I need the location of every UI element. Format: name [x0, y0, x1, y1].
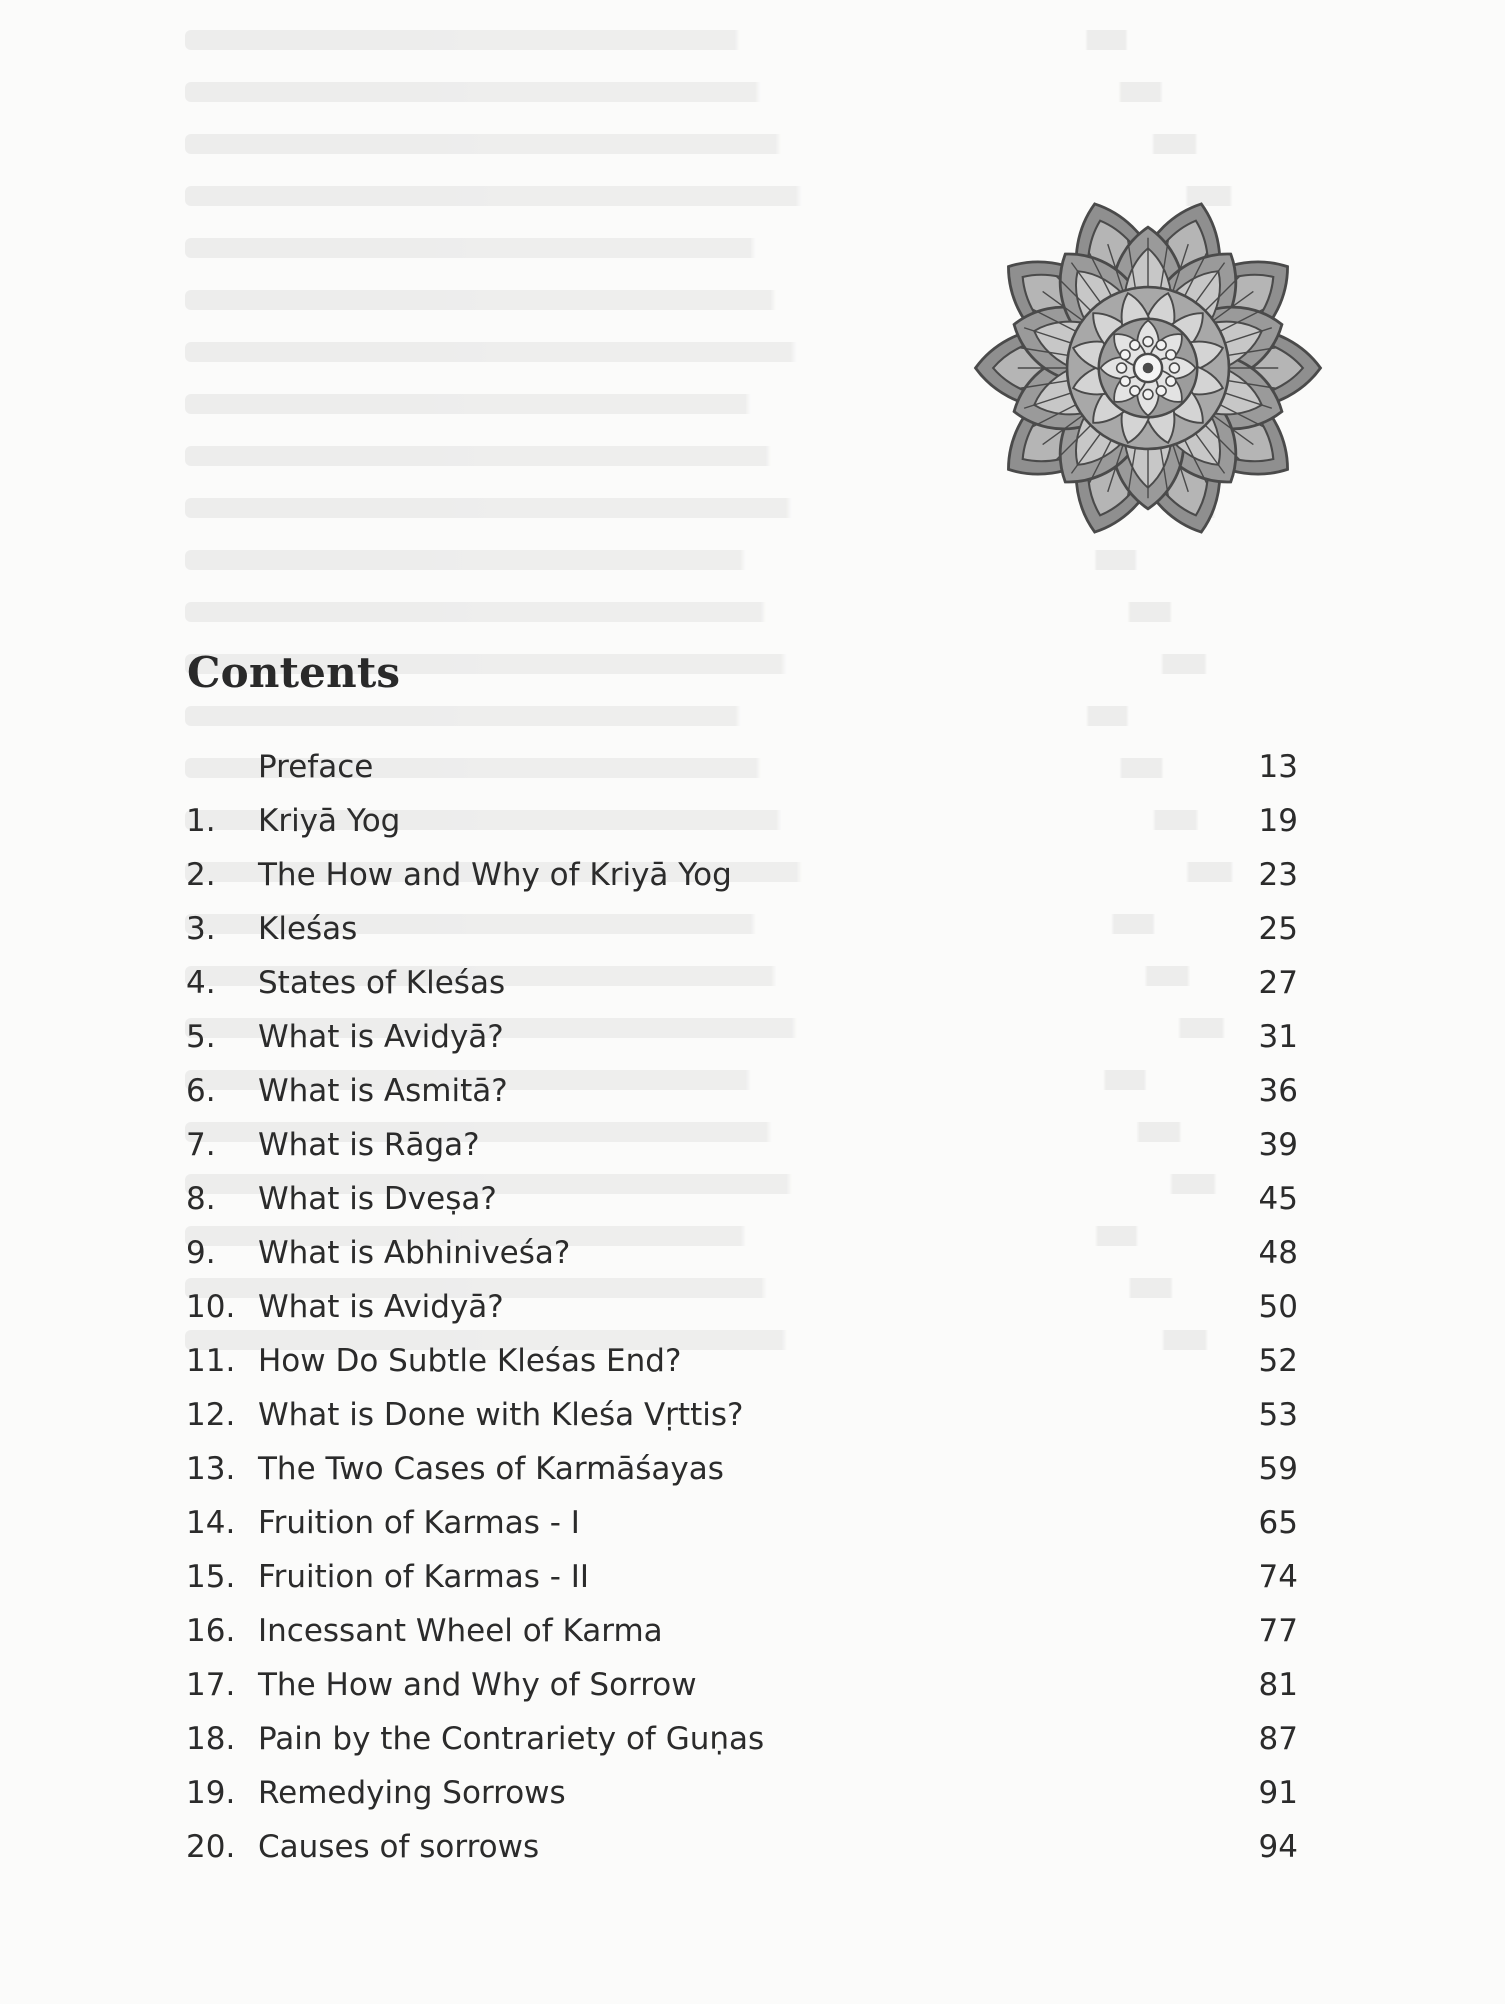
- toc-entry-page-number: 23: [1258, 857, 1298, 893]
- toc-entry-number: 18.: [186, 1721, 236, 1757]
- toc-entry-title: What is Done with Kleśa Vṛttis?: [258, 1397, 744, 1433]
- toc-entry-page-number: 50: [1258, 1289, 1298, 1325]
- toc-entry-number: 6.: [186, 1073, 216, 1109]
- toc-entry-page-number: 45: [1258, 1181, 1298, 1217]
- toc-entry-page-number: 25: [1258, 911, 1298, 947]
- toc-entry-number: 16.: [186, 1613, 236, 1649]
- toc-entry[interactable]: [186, 902, 1298, 956]
- show-through-line: [185, 30, 1185, 50]
- toc-entry-number: 5.: [186, 1019, 216, 1055]
- toc-entry-number: 12.: [186, 1397, 236, 1433]
- toc-entry-number: 9.: [186, 1235, 216, 1271]
- toc-entry[interactable]: [186, 1604, 1298, 1658]
- contents-heading: Contents: [187, 648, 401, 697]
- toc-entry[interactable]: [186, 1496, 1298, 1550]
- toc-entry-title: Pain by the Contrariety of Guṇas: [258, 1721, 765, 1757]
- toc-entry-number: 14.: [186, 1505, 236, 1541]
- toc-entry-title: Incessant Wheel of Karma: [258, 1613, 663, 1649]
- toc-entry[interactable]: [186, 956, 1298, 1010]
- table-of-contents: [186, 740, 1298, 1874]
- toc-entry-title: The How and Why of Kriyā Yog: [258, 857, 732, 893]
- show-through-line: [185, 706, 1186, 726]
- toc-entry[interactable]: [186, 794, 1298, 848]
- show-through-line: [185, 134, 1259, 154]
- toc-entry[interactable]: [186, 848, 1298, 902]
- toc-entry-page-number: 77: [1258, 1613, 1298, 1649]
- toc-entry-page-number: 13: [1258, 749, 1298, 785]
- toc-entry-title: Remedying Sorrows: [258, 1775, 566, 1811]
- toc-entry-number: 15.: [186, 1559, 236, 1595]
- toc-entry-title: What is Abhiniveśa?: [258, 1235, 571, 1271]
- show-through-line: [185, 550, 1195, 570]
- toc-entry-number: 10.: [186, 1289, 236, 1325]
- toc-entry-title: What is Rāga?: [258, 1127, 480, 1163]
- toc-entry-number: 20.: [186, 1829, 236, 1865]
- toc-entry[interactable]: [186, 1334, 1298, 1388]
- toc-entry-page-number: 19: [1258, 803, 1298, 839]
- toc-entry-title: Kriyā Yog: [258, 803, 401, 839]
- show-through-line: [185, 82, 1222, 102]
- toc-entry-page-number: 39: [1258, 1127, 1298, 1163]
- toc-entry-number: 13.: [186, 1451, 236, 1487]
- toc-entry-title: Preface: [258, 749, 374, 785]
- toc-entry[interactable]: [186, 1550, 1298, 1604]
- toc-entry[interactable]: [186, 1766, 1298, 1820]
- toc-entry-page-number: 36: [1258, 1073, 1298, 1109]
- toc-entry-page-number: 74: [1258, 1559, 1298, 1595]
- toc-entry-number: 8.: [186, 1181, 216, 1217]
- toc-entry-page-number: 31: [1258, 1019, 1298, 1055]
- toc-entry-title: What is Avidyā?: [258, 1289, 504, 1325]
- toc-entry-page-number: 65: [1258, 1505, 1298, 1541]
- toc-entry[interactable]: [186, 1172, 1298, 1226]
- toc-entry-number: 1.: [186, 803, 216, 839]
- toc-entry-number: 17.: [186, 1667, 236, 1703]
- toc-entry[interactable]: [186, 1226, 1298, 1280]
- toc-entry-title: States of Kleśas: [258, 965, 506, 1001]
- toc-entry[interactable]: [186, 1010, 1298, 1064]
- toc-entry-title: Causes of sorrows: [258, 1829, 540, 1865]
- toc-entry[interactable]: [186, 1064, 1298, 1118]
- toc-entry-number: 4.: [186, 965, 216, 1001]
- toc-entry-title: Fruition of Karmas - II: [258, 1559, 590, 1595]
- toc-entry[interactable]: [186, 1118, 1298, 1172]
- toc-entry[interactable]: [186, 1388, 1298, 1442]
- toc-entry-number: 19.: [186, 1775, 236, 1811]
- mandala-ornament-icon: [972, 192, 1324, 544]
- toc-entry[interactable]: [186, 1280, 1298, 1334]
- toc-entry-title: What is Avidyā?: [258, 1019, 504, 1055]
- toc-entry-title: Kleśas: [258, 911, 358, 947]
- toc-entry-number: 7.: [186, 1127, 216, 1163]
- toc-entry-page-number: 48: [1258, 1235, 1298, 1271]
- toc-entry-page-number: 94: [1258, 1829, 1298, 1865]
- toc-entry-page-number: 81: [1258, 1667, 1298, 1703]
- toc-entry-number: 3.: [186, 911, 216, 947]
- toc-entry-page-number: 27: [1258, 965, 1298, 1001]
- toc-entry-number: 2.: [186, 857, 216, 893]
- toc-entry-number: 11.: [186, 1343, 236, 1379]
- toc-entry-title: Fruition of Karmas - I: [258, 1505, 580, 1541]
- toc-entry[interactable]: [186, 740, 1298, 794]
- toc-entry[interactable]: [186, 1820, 1298, 1874]
- toc-entry[interactable]: [186, 1712, 1298, 1766]
- show-through-line: [185, 602, 1232, 622]
- toc-entry[interactable]: [186, 1442, 1298, 1496]
- toc-entry-page-number: 53: [1258, 1397, 1298, 1433]
- toc-entry-title: How Do Subtle Kleśas End?: [258, 1343, 682, 1379]
- toc-entry-title: What is Asmitā?: [258, 1073, 508, 1109]
- toc-entry[interactable]: [186, 1658, 1298, 1712]
- toc-entry-page-number: 52: [1258, 1343, 1298, 1379]
- toc-entry-title: What is Dveṣa?: [258, 1181, 497, 1217]
- toc-entry-title: The Two Cases of Karmāśayas: [258, 1451, 724, 1487]
- toc-entry-page-number: 87: [1258, 1721, 1298, 1757]
- toc-entry-page-number: 59: [1258, 1451, 1298, 1487]
- toc-entry-page-number: 91: [1258, 1775, 1298, 1811]
- toc-entry-title: The How and Why of Sorrow: [258, 1667, 697, 1703]
